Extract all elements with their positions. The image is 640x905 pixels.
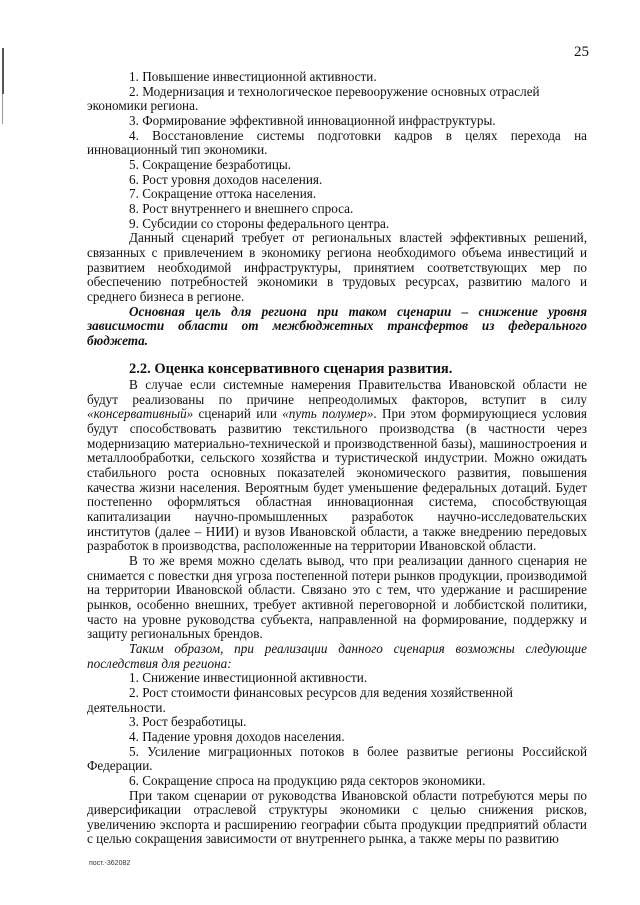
section-heading: 2.2. Оценка консервативного сценария развития. (129, 361, 453, 378)
paragraph-main-goal: Основная цель для региона при таком сценарии – снижение уровня зависимости области от межбюджетных трансфертов из федерального бюджета. (87, 303, 587, 348)
list-item: 1. Повышение инвестиционной активности. (129, 69, 377, 84)
list-item: 9. Субсидии со стороны федерального центра. (129, 215, 390, 231)
footer-document-code: пост.-362082 (89, 860, 131, 867)
list-item: 6. Рост уровня доходов населения. (129, 171, 323, 187)
paragraph-conservative-scenario: В случае если системные намерения Правительства Ивановской области не будут реализованы по причине непреодолимых факторов, вступит в силу «консервативный» сценарий или «путь полумер». При этом формирующиеся условия будут способствовать развитию текстильного производства (в частности через модернизацию материально-технической и производственной базы), машиностроения и металлообработки, сельского хозяйства и туристической индустрии. Можно ожидать стабильного роста основных показателей экономического развития, повышения качества жизни населения. Вероятным будет уменьшение федеральных дотаций. Будет постепенно оформляться областная инновационная система, способствующая капитализации научно-промышленных разработок научно-исследовательских институтов (далее – НИИ) и вузов Ивановской области, а также внедрению передовых разработок в производства, расположенные на территории Ивановской области. (87, 377, 587, 554)
list-item: 4. Восстановление системы подготовки кадров в целях перехода на инновационный тип экономики. (87, 127, 587, 158)
list-item: 2. Модернизация и технологическое перевооружение основных отраслей экономики региона. (87, 83, 540, 114)
emphasis-conservative: «консервативный» (87, 406, 194, 422)
paragraph-requirements: Данный сценарий требует от региональных властей эффективных решений, связанных с привлечением в экономику региона необходимого объема инвестиций и развитием необходимой инфраструктуры, принятием соответствующих мер по обеспечению потребностей экономики в трудовых ресурсах, развитию малого и среднего бизнеса в регионе. (87, 230, 587, 304)
list-item: 5. Усиление миграционных потоков в более развитые регионы Российской Федерации. (87, 743, 587, 774)
list-item: 5. Сокращение безработицы. (129, 156, 292, 172)
list-item: 2. Рост стоимости финансовых ресурсов для ведения хозяйственной деятельности. (87, 684, 513, 715)
list-item: 6. Сокращение спроса на продукцию ряда секторов экономики. (129, 772, 486, 788)
list-item: 3. Рост безработицы. (129, 714, 247, 730)
page-body (87, 70, 587, 847)
page-number: 25 (574, 44, 589, 60)
scan-margin-line-faint (2, 94, 3, 124)
list-item: 1. Снижение инвестиционной активности. (129, 670, 368, 686)
paragraph-consequences-intro: Таким образом, при реализации данного сценария возможны следующие последствия для региона: (87, 640, 587, 671)
list-item: 7. Сокращение оттока населения. (129, 186, 317, 202)
emphasis-half-measures: «путь полумер» (282, 406, 374, 422)
list-item: 3. Формирование эффективной инновационной инфраструктуры. (129, 112, 496, 128)
list-item: 4. Падение уровня доходов населения. (129, 728, 345, 744)
paragraph-measures: При таком сценарии от руководства Ивановской области потребуются меры по диверсификации отраслевой структуры экономики с целью снижения рисков, увеличению экспорта и расширению географии сбыта продукции предприятий области с целью сокращения зависимости от внутреннего рынка, а также меры по развитию (87, 787, 587, 847)
list-item: 8. Рост внутреннего и внешнего спроса. (129, 200, 354, 216)
paragraph-market-risk: В то же время можно сделать вывод, что при реализации данного сценария не снимается с повестки дня угроза постепенной потери рынков продукции, производимой на территории Ивановской области. Связано это с тем, что удержание и расширение рынков, особенно внешних, требует активной переговорной и лоббистской политики, часто на уровне руководства субъекта, направленной на формирование, поддержку и защиту региональных брендов. (87, 553, 587, 642)
scan-margin-line (2, 48, 4, 94)
